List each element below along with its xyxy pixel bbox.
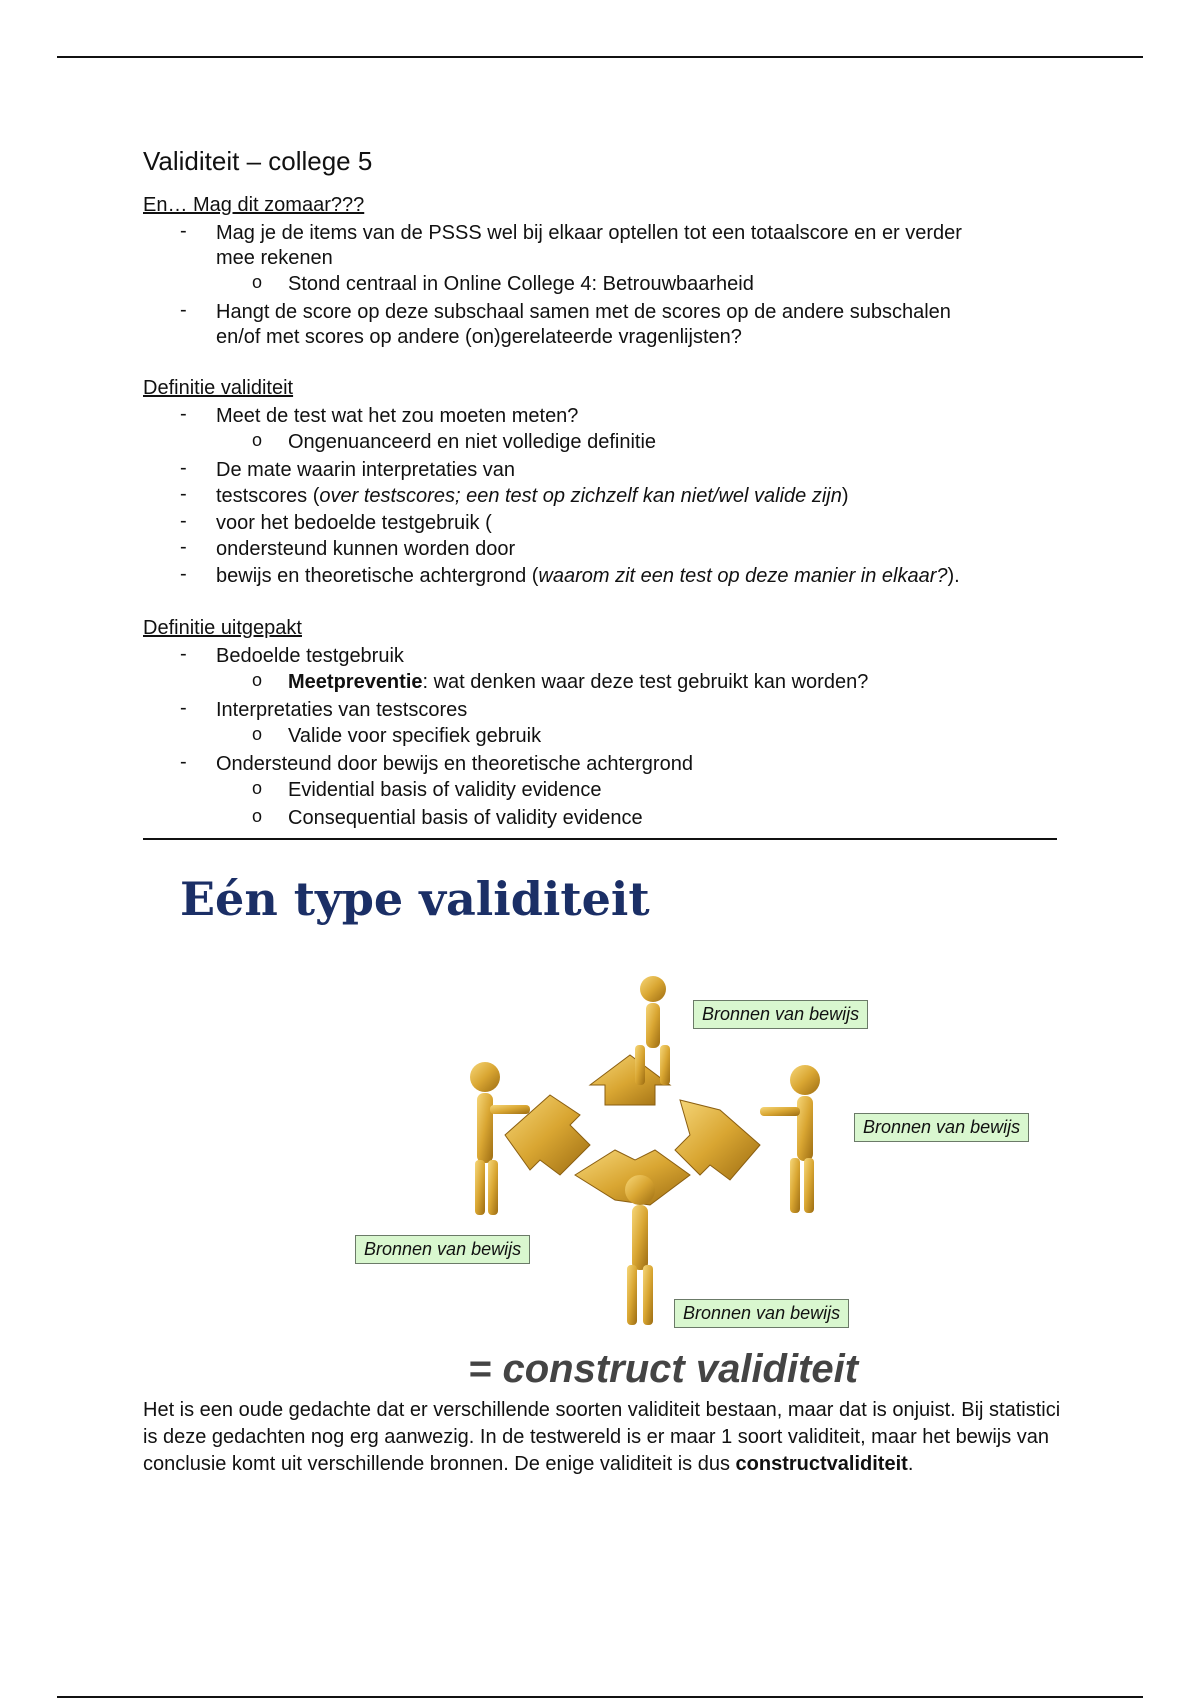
- bottom-rule: [57, 1696, 1143, 1698]
- figure-right: [760, 1065, 820, 1213]
- figure-top: [635, 976, 670, 1085]
- bullet-circle: o: [252, 670, 263, 690]
- sub-list-item: Consequential basis of validity evidence: [288, 807, 643, 829]
- list-item: [216, 563, 960, 589]
- section-separator: [143, 838, 1057, 840]
- bullet-dash: -: [180, 563, 187, 585]
- bullet-circle: o: [252, 724, 263, 744]
- evidence-label-left: Bronnen van bewijs: [355, 1235, 530, 1264]
- list-item: Mag je de items van de PSSS wel bij elkaar optellen tot een totaalscore en er verder: [216, 222, 962, 244]
- sub-list-item: [288, 669, 868, 695]
- top-rule: [57, 56, 1143, 58]
- bullet-dash: -: [180, 457, 187, 479]
- evidence-label-top: Bronnen van bewijs: [693, 1000, 868, 1029]
- list-item: De mate waarin interpretaties van: [216, 459, 516, 481]
- construct-validity-conclusion: = construct validiteit: [468, 1347, 859, 1391]
- bullet-circle: o: [252, 778, 263, 798]
- text-run: testscores (: [216, 485, 320, 507]
- slide-title: Eén type validiteit: [180, 872, 650, 926]
- section-heading-mag-dit-zomaar: En… Mag dit zomaar???: [143, 194, 365, 216]
- italic-text: waarom zit een test op deze manier in elkaar?: [538, 565, 948, 587]
- bullet-circle: o: [252, 272, 263, 292]
- list-item-continued: en/of met scores op andere (on)gerelateerde vragenlijsten?: [216, 326, 742, 348]
- page-title: Validiteit – college 5: [143, 146, 373, 176]
- bullet-dash: -: [180, 299, 187, 321]
- italic-text: over testscores; een test op zichzelf kan niet/wel valide zijn: [319, 485, 842, 507]
- list-item: [216, 483, 849, 509]
- bold-text: constructvaliditeit: [735, 1453, 908, 1475]
- list-item: Meet de test wat het zou moeten meten?: [216, 405, 579, 427]
- figure-bottom: [625, 1175, 655, 1325]
- text-run: bewijs en theoretische achtergrond (: [216, 565, 539, 587]
- sub-list-item: Stond centraal in Online College 4: Betrouwbaarheid: [288, 273, 754, 295]
- bullet-dash: -: [180, 220, 187, 242]
- list-item: Hangt de score op deze subschaal samen met de scores op de andere subschalen: [216, 301, 951, 323]
- list-item: ondersteund kunnen worden door: [216, 538, 516, 560]
- list-item: Interpretaties van testscores: [216, 699, 468, 721]
- bold-text: Meetpreventie: [288, 671, 423, 693]
- bullet-dash: -: [180, 643, 187, 665]
- text-run: Het is een oude gedachte dat er verschillende soorten validiteit bestaan, maar dat is onjuist. Bij statistici is deze gedachten nog erg aanwezig. In de testwereld is er maar 1 soort validiteit, maar het bewijs van conclusie komt uit verschillende bronnen. De enige validiteit is dus: [143, 1399, 1061, 1475]
- bullet-dash: -: [180, 483, 187, 505]
- bullet-dash: -: [180, 751, 187, 773]
- evidence-label-right: Bronnen van bewijs: [854, 1113, 1029, 1142]
- puzzle-piece-right: [675, 1100, 760, 1180]
- evidence-label-bottom: Bronnen van bewijs: [674, 1299, 849, 1328]
- closing-paragraph: [143, 1397, 1073, 1478]
- bullet-dash: -: [180, 697, 187, 719]
- text-run: .: [907, 1453, 914, 1475]
- sub-list-item: Ongenuanceerd en niet volledige definitie: [288, 431, 657, 453]
- sub-list-item: Evidential basis of validity evidence: [288, 779, 602, 801]
- text-run: : wat denken waar deze test gebruikt kan worden?: [422, 671, 869, 693]
- text-run: ).: [947, 565, 960, 587]
- section-heading-definitie-validiteit: Definitie validiteit: [143, 377, 294, 399]
- bullet-circle: o: [252, 806, 263, 826]
- section-heading-definitie-uitgepakt: Definitie uitgepakt: [143, 617, 302, 639]
- list-item: Bedoelde testgebruik: [216, 645, 404, 667]
- sub-list-item: Valide voor specifiek gebruik: [288, 725, 542, 747]
- text-run: ): [841, 485, 849, 507]
- bullet-dash: -: [180, 403, 187, 425]
- bullet-circle: o: [252, 430, 263, 450]
- puzzle-piece-top: [590, 1055, 670, 1105]
- list-item-continued: mee rekenen: [216, 247, 333, 269]
- list-item: voor het bedoelde testgebruik (: [216, 512, 492, 534]
- puzzle-figures-illustration: [455, 975, 835, 1345]
- bullet-dash: -: [180, 536, 187, 558]
- bullet-dash: -: [180, 510, 187, 532]
- list-item: Ondersteund door bewijs en theoretische achtergrond: [216, 753, 693, 775]
